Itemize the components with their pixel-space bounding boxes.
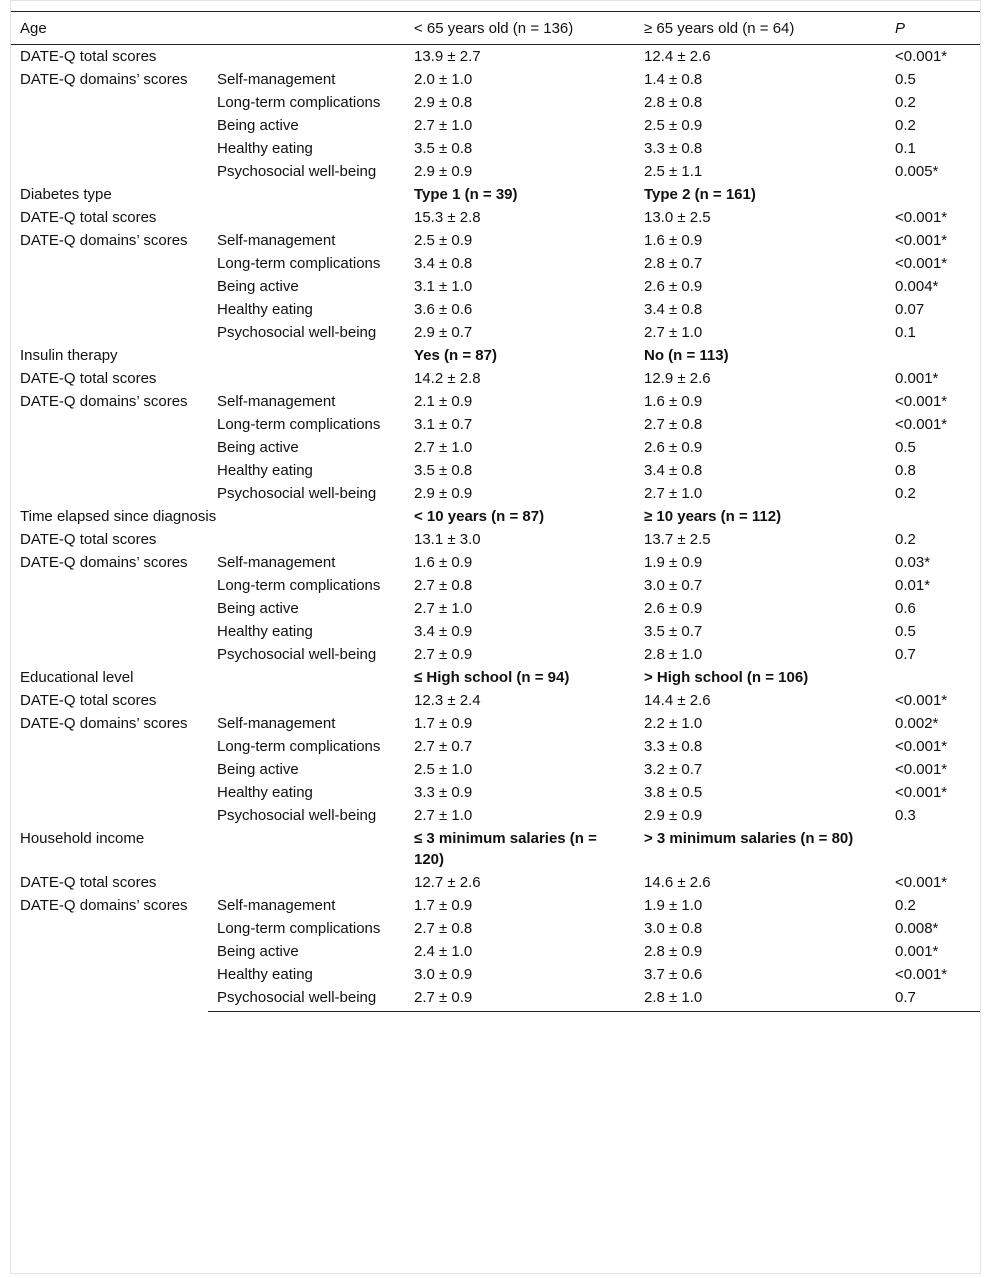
section-p-blank	[881, 505, 980, 528]
domain-name: Healthy eating	[217, 462, 313, 479]
total-group-2: 13.7 ± 2.5	[644, 531, 711, 548]
total-group-1: 13.9 ± 2.7	[414, 48, 481, 65]
domain-group-1: 2.0 ± 1.0	[414, 71, 473, 88]
domain-group-1: 2.7 ± 0.9	[405, 986, 635, 1012]
domain-name: Self-management	[217, 71, 336, 88]
domain-group-1: 2.7 ± 0.9	[414, 646, 473, 663]
domain-group-1: 2.4 ± 1.0	[414, 943, 473, 960]
domain-name: Being active	[217, 600, 299, 617]
total-group-1: 15.3 ± 2.8	[414, 209, 481, 226]
group-1-label: ≤ 3 minimum salaries (n = 120)	[414, 830, 597, 868]
domain-name: Being active	[217, 278, 299, 295]
domain-p-value: 0.2	[895, 485, 916, 502]
domain-p-value: 0.3	[895, 807, 916, 824]
domain-group-1: 3.0 ± 0.9	[414, 966, 473, 983]
section-header-row	[11, 827, 980, 871]
domain-group-2: 1.4 ± 0.8	[644, 71, 703, 88]
domain-group-1: 2.7 ± 1.0	[414, 600, 473, 617]
domain-group-1: 3.5 ± 0.8	[414, 462, 473, 479]
domain-name: Long-term complications	[217, 577, 381, 594]
header-p-value: P	[881, 12, 980, 45]
domain-p-value: 0.2	[895, 897, 916, 914]
domain-row	[11, 390, 980, 413]
domain-name: Long-term complications	[217, 920, 381, 937]
domain-group-1: 2.9 ± 0.8	[414, 94, 473, 111]
domain-group-1: 2.9 ± 0.7	[414, 324, 473, 341]
total-group-2: 12.9 ± 2.6	[644, 370, 711, 387]
domain-name: Self-management	[217, 232, 336, 249]
section-label: Household income	[20, 830, 145, 847]
domain-p-value: 0.001*	[895, 943, 939, 960]
total-p-value: 0.001*	[895, 370, 939, 387]
domain-group-2: 3.0 ± 0.8	[644, 920, 703, 937]
domain-p-value: 0.2	[895, 94, 916, 111]
domain-group-2: 2.8 ± 0.7	[644, 255, 703, 272]
total-group-2: 12.4 ± 2.6	[644, 48, 711, 65]
domain-p-value: 0.03*	[895, 554, 931, 571]
domain-name: Psychosocial well-being	[217, 807, 377, 824]
domain-p-value: <0.001*	[895, 966, 948, 983]
domain-p-value: 0.1	[895, 140, 916, 157]
domain-group-2: 2.9 ± 0.9	[644, 807, 703, 824]
domain-group-2: 2.6 ± 0.9	[644, 439, 703, 456]
section-p-blank	[881, 827, 980, 871]
domain-name: Psychosocial well-being	[217, 485, 377, 502]
domain-group-1: 2.7 ± 1.0	[414, 117, 473, 134]
total-scores-label: DATE-Q total scores	[20, 48, 157, 65]
section-p-blank	[881, 183, 980, 206]
total-p-value: <0.001*	[895, 48, 948, 65]
domain-p-value: <0.001*	[895, 416, 948, 433]
total-p-value: <0.001*	[895, 692, 948, 709]
domain-group-2: 3.3 ± 0.8	[644, 140, 703, 157]
domain-p-value: 0.5	[895, 439, 916, 456]
domain-group-1: 3.1 ± 0.7	[414, 416, 473, 433]
domain-name: Being active	[217, 439, 299, 456]
domain-name: Psychosocial well-being	[217, 646, 377, 663]
domain-p-value: 0.2	[895, 117, 916, 134]
domain-scores-label: DATE-Q domains’ scores	[20, 232, 188, 249]
total-group-2: 13.0 ± 2.5	[644, 209, 711, 226]
header-row	[11, 12, 980, 45]
domain-name: Healthy eating	[217, 623, 313, 640]
domain-group-2: 2.6 ± 0.9	[644, 278, 703, 295]
domain-group-1: 2.7 ± 0.8	[414, 920, 473, 937]
domain-name: Being active	[217, 117, 299, 134]
domain-name: Self-management	[217, 897, 336, 914]
domain-group-1: 2.5 ± 0.9	[414, 232, 473, 249]
domain-group-2: 2.6 ± 0.9	[644, 600, 703, 617]
domain-group-2: 2.7 ± 1.0	[644, 485, 703, 502]
domain-row	[11, 68, 980, 91]
group-2-label: > 3 minimum salaries (n = 80)	[644, 830, 854, 847]
domain-group-2: 2.7 ± 1.0	[644, 324, 703, 341]
group-1-label: < 10 years (n = 87)	[414, 508, 545, 525]
domain-group-1: 3.4 ± 0.9	[414, 623, 473, 640]
section-label: Insulin therapy	[20, 347, 118, 364]
section-label: Educational level	[20, 669, 134, 686]
total-scores-label: DATE-Q total scores	[20, 531, 157, 548]
domain-row	[11, 551, 980, 574]
total-scores-label: DATE-Q total scores	[20, 874, 157, 891]
total-group-1: 12.7 ± 2.6	[414, 874, 481, 891]
group-2-label: > High school (n = 106)	[644, 669, 809, 686]
domain-group-2: 3.0 ± 0.7	[644, 577, 703, 594]
domain-group-1: 2.9 ± 0.9	[414, 163, 473, 180]
domain-p-value: 0.5	[895, 623, 916, 640]
domain-name: Psychosocial well-being	[217, 163, 377, 180]
total-group-2: 14.6 ± 2.6	[644, 874, 711, 891]
total-group-1: 13.1 ± 3.0	[414, 531, 481, 548]
domain-group-2: 3.8 ± 0.5	[644, 784, 703, 801]
section-header-row	[11, 344, 980, 367]
domain-scores-label: DATE-Q domains’ scores	[20, 897, 188, 914]
table-body	[11, 45, 980, 1012]
domain-name: Long-term complications	[217, 255, 381, 272]
total-group-2: 14.4 ± 2.6	[644, 692, 711, 709]
total-scores-row	[11, 528, 980, 551]
total-scores-row	[11, 871, 980, 894]
domain-scores-label: DATE-Q domains’ scores	[20, 71, 188, 88]
domain-p-value: 0.8	[895, 462, 916, 479]
domain-group-2: 3.5 ± 0.7	[644, 623, 703, 640]
domain-name: Psychosocial well-being	[217, 324, 377, 341]
domain-group-1: 2.7 ± 1.0	[414, 807, 473, 824]
domain-group-2: 3.7 ± 0.6	[644, 966, 703, 983]
total-group-1: 12.3 ± 2.4	[414, 692, 481, 709]
domain-group-2: 3.3 ± 0.8	[644, 738, 703, 755]
group-1-label: ≤ High school (n = 94)	[414, 669, 570, 686]
total-scores-row	[11, 45, 980, 69]
domain-group-1: 3.6 ± 0.6	[414, 301, 473, 318]
domain-p-value: 0.008*	[895, 920, 939, 937]
domain-group-1: 3.4 ± 0.8	[414, 255, 473, 272]
domain-group-2: 3.4 ± 0.8	[644, 301, 703, 318]
domain-group-2: 2.8 ± 1.0	[635, 986, 881, 1012]
domain-group-1: 3.3 ± 0.9	[414, 784, 473, 801]
domain-group-2: 2.2 ± 1.0	[644, 715, 703, 732]
total-scores-label: DATE-Q total scores	[20, 209, 157, 226]
domain-group-2: 1.9 ± 1.0	[644, 897, 703, 914]
group-2-label: No (n = 113)	[644, 347, 729, 364]
total-group-1: 14.2 ± 2.8	[414, 370, 481, 387]
group-1-label: Yes (n = 87)	[414, 347, 497, 364]
section-header-row	[11, 505, 980, 528]
domain-group-2: 2.5 ± 1.1	[644, 163, 703, 180]
section-label: Diabetes type	[20, 186, 112, 203]
domain-p-value: <0.001*	[895, 784, 948, 801]
domain-name: Self-management	[217, 554, 336, 571]
domain-group-1: 1.7 ± 0.9	[414, 897, 473, 914]
domain-name: Psychosocial well-being	[208, 986, 405, 1012]
domain-p-value: 0.5	[895, 71, 916, 88]
domain-name: Healthy eating	[217, 784, 313, 801]
domain-group-1: 2.9 ± 0.9	[414, 485, 473, 502]
results-table	[11, 11, 980, 1012]
domain-p-value: <0.001*	[895, 761, 948, 778]
total-scores-row	[11, 206, 980, 229]
total-p-value: <0.001*	[895, 874, 948, 891]
section-header-row	[11, 666, 980, 689]
domain-group-2: 1.9 ± 0.9	[644, 554, 703, 571]
section-p-blank	[881, 344, 980, 367]
total-p-value: <0.001*	[895, 209, 948, 226]
domain-group-1: 2.7 ± 0.8	[414, 577, 473, 594]
domain-p-value: <0.001*	[895, 255, 948, 272]
header-variable: Age	[11, 12, 208, 45]
total-scores-label: DATE-Q total scores	[20, 370, 157, 387]
section-header-row	[11, 183, 980, 206]
domain-p-value: 0.004*	[895, 278, 939, 295]
domain-p-value: <0.001*	[895, 232, 948, 249]
domain-scores-label: DATE-Q domains’ scores	[20, 715, 188, 732]
domain-group-2: 2.5 ± 0.9	[644, 117, 703, 134]
domain-name: Being active	[217, 943, 299, 960]
domain-name: Healthy eating	[217, 140, 313, 157]
domain-group-1: 3.5 ± 0.8	[414, 140, 473, 157]
header-group-1: < 65 years old (n = 136)	[405, 12, 635, 45]
domain-p-value: 0.7	[881, 986, 980, 1012]
domain-p-value: 0.07	[895, 301, 925, 318]
total-scores-label: DATE-Q total scores	[20, 692, 157, 709]
section-label: Time elapsed since diagnosis	[20, 508, 217, 525]
header-blank	[208, 12, 405, 45]
domain-name: Healthy eating	[217, 301, 313, 318]
domain-name: Healthy eating	[217, 966, 313, 983]
domain-group-1: 2.7 ± 1.0	[414, 439, 473, 456]
domain-p-value: <0.001*	[895, 738, 948, 755]
domain-p-value: <0.001*	[895, 393, 948, 410]
domain-group-2: 1.6 ± 0.9	[644, 393, 703, 410]
group-2-label: Type 2 (n = 161)	[644, 186, 756, 203]
domain-name: Self-management	[217, 715, 336, 732]
domain-group-2: 2.7 ± 0.8	[644, 416, 703, 433]
domain-name: Long-term complications	[217, 416, 381, 433]
domain-row	[11, 894, 980, 917]
header-group-2: ≥ 65 years old (n = 64)	[635, 12, 881, 45]
group-2-label: ≥ 10 years (n = 112)	[644, 508, 782, 525]
domain-p-value: 0.002*	[895, 715, 939, 732]
domain-row	[11, 712, 980, 735]
domain-p-value: 0.01*	[895, 577, 931, 594]
group-1-label: Type 1 (n = 39)	[414, 186, 518, 203]
domain-group-1: 3.1 ± 1.0	[414, 278, 473, 295]
domain-group-1: 1.6 ± 0.9	[414, 554, 473, 571]
total-p-value: 0.2	[895, 531, 916, 548]
domain-name: Being active	[217, 761, 299, 778]
domain-group-1: 2.1 ± 0.9	[414, 393, 473, 410]
total-scores-row	[11, 689, 980, 712]
domain-group-1: 1.7 ± 0.9	[414, 715, 473, 732]
domain-p-value: 0.6	[895, 600, 916, 617]
domain-group-2: 1.6 ± 0.9	[644, 232, 703, 249]
domain-p-value: 0.1	[895, 324, 916, 341]
domain-group-1: 2.5 ± 1.0	[414, 761, 473, 778]
section-p-blank	[881, 666, 980, 689]
domain-group-2: 3.4 ± 0.8	[644, 462, 703, 479]
domain-scores-label: DATE-Q domains’ scores	[20, 393, 188, 410]
domain-group-2: 2.8 ± 0.9	[644, 943, 703, 960]
total-scores-row	[11, 367, 980, 390]
domain-p-value: 0.7	[895, 646, 916, 663]
domain-group-1: 2.7 ± 0.7	[414, 738, 473, 755]
domain-group-2: 3.2 ± 0.7	[644, 761, 703, 778]
domain-group-2: 2.8 ± 0.8	[644, 94, 703, 111]
domain-name: Self-management	[217, 393, 336, 410]
domain-name: Long-term complications	[217, 738, 381, 755]
domain-name: Long-term complications	[217, 94, 381, 111]
domain-row	[11, 229, 980, 252]
domain-group-2: 2.8 ± 1.0	[644, 646, 703, 663]
domain-scores-label: DATE-Q domains’ scores	[20, 554, 188, 571]
domain-p-value: 0.005*	[895, 163, 939, 180]
